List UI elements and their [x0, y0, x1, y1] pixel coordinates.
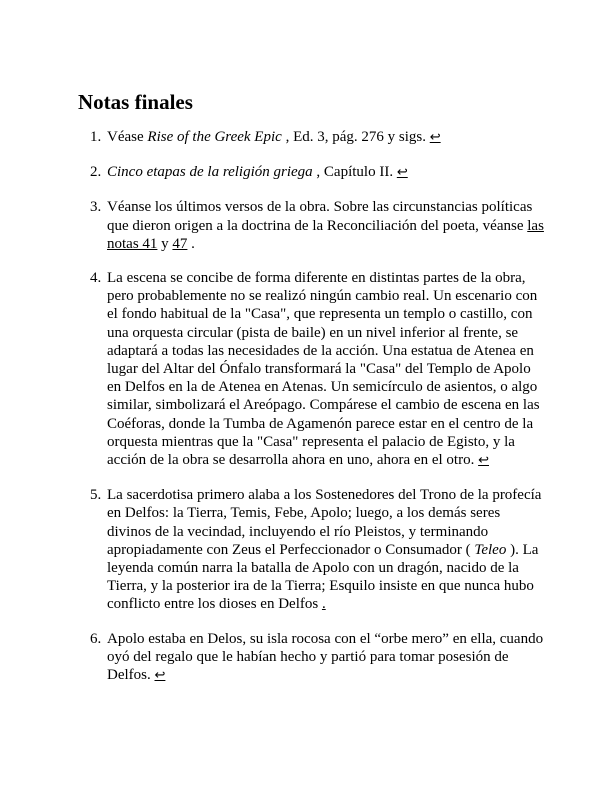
endnote-1	[78, 128, 548, 147]
endnote-number: 1.	[90, 129, 102, 145]
back-link-icon[interactable]: ↩	[478, 453, 489, 469]
back-link-icon[interactable]: ↩	[154, 668, 166, 684]
endnote-text: ). La leyenda común narra la batalla de Apolo con un dragón, nacido de la Tierra, y la posterior ira de la Tierra; Esquilo insiste en que nunca hubo conflicto entre los dioses en Delfos	[107, 541, 539, 613]
endnote-text: y	[157, 235, 173, 252]
endnote-text: , Ed. 3, pág. 276 y sigs.	[281, 129, 430, 145]
note-link-41[interactable]: notas 41	[107, 235, 158, 252]
endnote-5	[78, 486, 548, 613]
endnote-text: La sacerdotisa primero alaba a los Sostenedores del Trono de la profecía en Delfos: la Tierra, Temis, Febe, Apolo; luego, a los demás seres divinos de la vecindad, incluyendo el río Pleistos, y terminando apropiadamente con Zeus el Perfeccionador o Consumador (	[107, 487, 542, 558]
endnotes-list	[78, 128, 548, 701]
endnote-text: Véanse los últimos versos de la obra. Sobre las circunstancias políticas que dieron origen a la doctrina de la Reconciliación del poeta, véanse	[107, 199, 533, 234]
endnote-4	[78, 269, 548, 470]
back-link-icon[interactable]: ↩	[429, 130, 441, 145]
back-link-icon[interactable]: ↩	[396, 165, 408, 181]
book-title: Rise of the Greek Epic	[147, 129, 282, 145]
endnote-number: 4.	[90, 270, 102, 287]
endnote-number: 3.	[90, 199, 102, 216]
endnote-3	[78, 198, 548, 253]
endnote-text: .	[187, 235, 195, 252]
back-link[interactable]: .	[321, 596, 326, 613]
endnote-text: Véase	[107, 129, 148, 145]
note-link-las[interactable]: las	[527, 217, 544, 234]
endnote-number: 2.	[90, 164, 102, 181]
endnote-text: Apolo estaba en Delos, su isla rocosa con el “orbe mero” en ella, cuando oyó del regalo que le habían hecho y partió para tomar posesión de Delfos.	[107, 630, 544, 684]
endnote-6	[78, 630, 548, 686]
page-title: Notas finales	[78, 90, 193, 114]
endnote-text: , Capítulo II.	[312, 164, 397, 181]
endnote-number: 5.	[90, 487, 102, 504]
book-title: Cinco etapas de la religión griega	[107, 164, 313, 181]
endnote-2	[78, 163, 548, 182]
endnote-text: La escena se concibe de forma diferente en distintas partes de la obra, pero probablemente no se realizó ningún cambio real. Un escenario con el fondo habitual de la "Casa", que representa un templo o castillo, con una orquesta circular (pista de baile) en un nivel inferior al frente, se adaptará a todas las necesidades de la acción. Una estatua de Atenea en lugar del Altar del Ónfalo transformará la "Casa" del Templo de Apolo en Delfos en la de Atenea en Atenas. Un semicírculo de asientos, o algo similar, simbolizará el Areópago. Compárese el cambio de escena en las Coéforas, donde la Tumba de Agamenón parece estar en el centro de la orquesta mientras que la "Casa" representa el palacio de Egisto, y la acción de la obra se desarrolla ahora en uno, ahora en el otro.	[107, 270, 540, 469]
note-link-47[interactable]: 47	[172, 235, 188, 252]
greek-term: Teleo	[474, 541, 507, 558]
endnote-number: 6.	[90, 630, 102, 647]
